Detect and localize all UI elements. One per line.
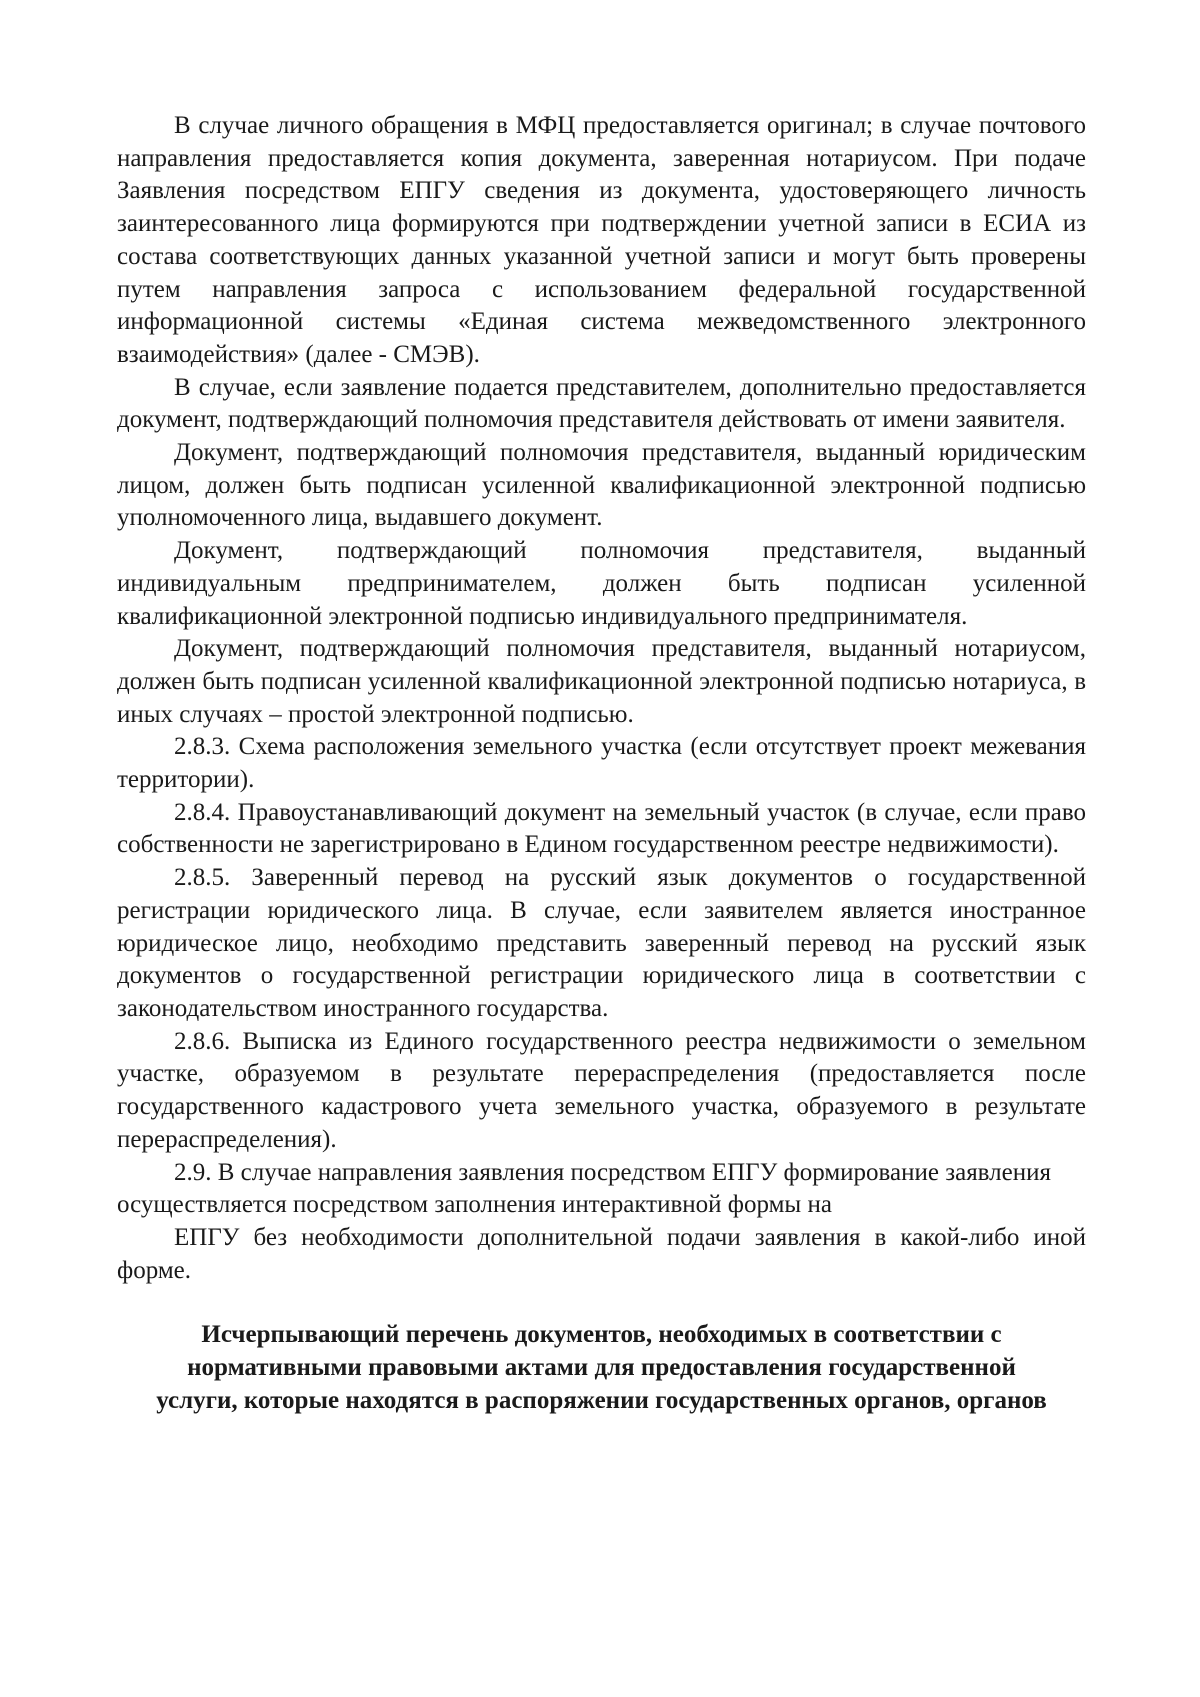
paragraph-entrepreneur-signature: Документ, подтверждающий полномочия представителя, выданный индивидуальным предпринимателем, должен быть подписан усиленной квалификационной электронной подписью индивидуального предпринимателя. — [117, 537, 1086, 630]
paragraph-notary-signature: Документ, подтверждающий полномочия представителя, выданный нотариусом, должен быть подписан усиленной квалификационной электронной подписью нотариуса, в иных случаях – простой электронной подписью. — [117, 635, 1086, 728]
document-page — [117, 110, 1086, 1417]
section-heading-line-3: услуги, которые находятся в распоряжении государственных органов, органов — [156, 1386, 1047, 1414]
paragraph-2-8-5: 2.8.5. Заверенный перевод на русский язык документов о государственной регистрации юридического лица. В случае, если заявителем является иностранное юридическое лицо, необходимо представить заверенный перевод на русский язык документов о государственной регистрации юридического лица в соответствии с законодательством иностранного государства. — [117, 864, 1086, 1022]
section-heading — [117, 1319, 1086, 1417]
paragraph-2-8-3: 2.8.3. Схема расположения земельного участка (если отсутствует проект межевания территории). — [117, 733, 1086, 794]
section-heading-line-1: Исчерпывающий перечень документов, необходимых в соответствии с — [201, 1321, 1002, 1349]
paragraph-2-9: 2.9. В случае направления заявления посредством ЕПГУ формирование заявления осуществляется посредством заполнения интерактивной формы на — [117, 1158, 1051, 1219]
paragraph-legal-entity-signature: Документ, подтверждающий полномочия представителя, выданный юридическим лицом, должен быть подписан усиленной квалификационной электронной подписью уполномоченного лица, выдавшего документ. — [117, 439, 1086, 532]
section-heading-line-2: нормативными правовыми актами для предоставления государственной — [187, 1354, 1016, 1382]
paragraph-2-8-6: 2.8.6. Выписка из Единого государственного реестра недвижимости о земельном участке, образуемом в результате перераспределения (предоставляется после государственного кадастрового учета земельного участка, образуемого в результате перераспределения). — [117, 1027, 1086, 1153]
paragraph-2-9-continued: ЕПГУ без необходимости дополнительной подачи заявления в какой-либо иной форме. — [117, 1223, 1086, 1284]
paragraph-2-8-4: 2.8.4. Правоустанавливающий документ на земельный участок (в случае, если право собственности не зарегистрировано в Едином государственном реестре недвижимости). — [117, 798, 1086, 859]
paragraph-representative: В случае, если заявление подается представителем, дополнительно предоставляется документ, подтверждающий полномочия представителя действовать от имени заявителя. — [117, 373, 1086, 434]
paragraph-identity-document: В случае личного обращения в МФЦ предоставляется оригинал; в случае почтового направления предоставляется копия документа, заверенная нотариусом. При подаче Заявления посредством ЕПГУ сведения из документа, удостоверяющего личность заинтересованного лица формируются при подтверждении учетной записи в ЕСИА из состава соответствующих данных указанной учетной записи и могут быть проверены путем направления запроса с использованием федеральной государственной информационной системы «Единая система межведомственного электронного взаимодействия» (далее - СМЭВ). — [117, 112, 1086, 368]
